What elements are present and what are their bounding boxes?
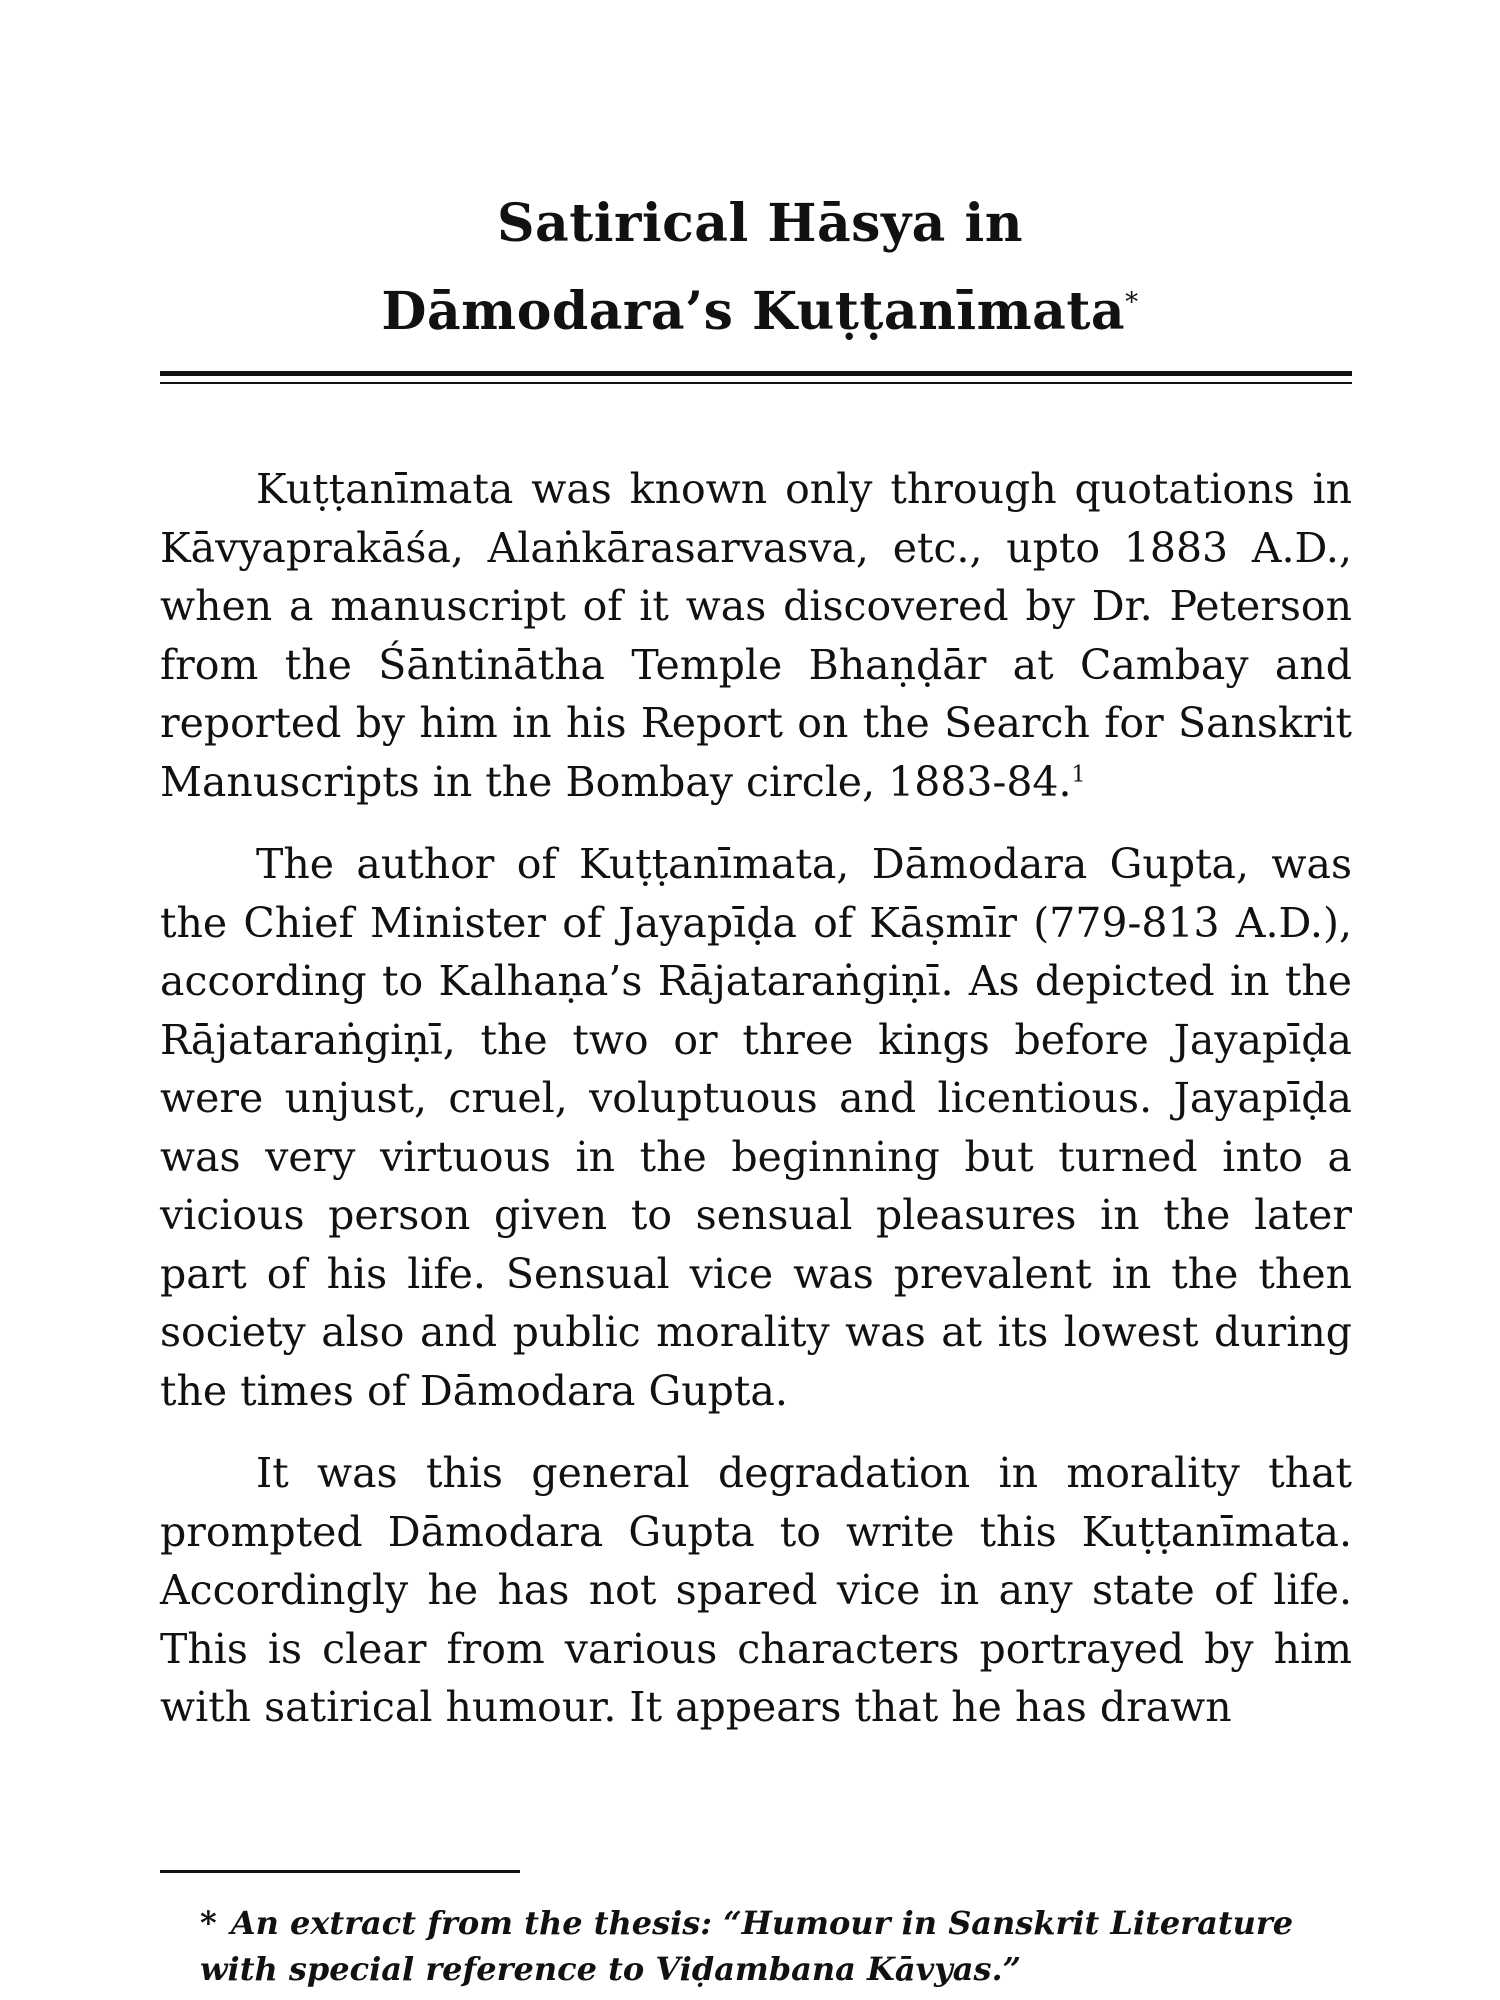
title-rule-thin (160, 382, 1352, 384)
paragraph-3: It was this general degradation in morality that prompted Dāmodara Gupta to write this Kuṭṭanīmata. Accordingly he has not spared vice in any state of life. This is clear from various characters portrayed by him with satirical humour. It appears that he has drawn (160, 1449, 1352, 1731)
footnote-text: An extract from the thesis: “Humour in Sanskrit Literature with special reference to Viḍambana Kāvyas.” (200, 1904, 1294, 1988)
paragraph-2: The author of Kuṭṭanīmata, Dāmodara Gupta, was the Chief Minister of Jayapīḍa of Kāṣmīr (779-813 A.D.), according to Kalhaṇa’s Rājataraṅgiṇī. As depicted in the Rājataraṅgiṇī, the two or three kings before Jayapīḍa were unjust, cruel, voluptuous and licentious. Jayapīḍa was very virtuous in the beginning but turned into a vicious person given to sensual pleasures in the later part of his life. Sensual vice was prevalent in the then society also and public morality was at its lowest during the times of Dāmodara Gupta. (160, 840, 1352, 1415)
paragraph-1-text: Kuṭṭanīmata was known only through quotations in Kāvyaprakāśa, Alaṅkārasarvasva, etc., upto 1883 A.D., when a manuscript of it was discovered by Dr. Peterson from the Śāntinātha Temple Bhaṇḍār at Cambay and reported by him in his Report on the Search for Sanskrit Manuscripts in the Bombay circle, 1883-84. (160, 465, 1352, 806)
chapter-title-line-2 (160, 268, 1360, 356)
title-rule-thick (160, 371, 1352, 376)
footnote-separator (160, 1870, 520, 1873)
footnote-reference-1: 1 (1071, 761, 1086, 787)
title-footnote-marker: * (1125, 287, 1139, 318)
chapter-title-line-1: Satirical Hāsya in (496, 193, 1024, 254)
chapter-title-line-2-text: Dāmodara’s Kuṭṭanīmata (381, 281, 1126, 342)
body-text (160, 460, 1352, 1761)
footnote (200, 1900, 1352, 1992)
chapter-title (160, 180, 1360, 356)
footnote-marker: * (200, 1904, 217, 1942)
paragraph-1 (160, 460, 1352, 811)
